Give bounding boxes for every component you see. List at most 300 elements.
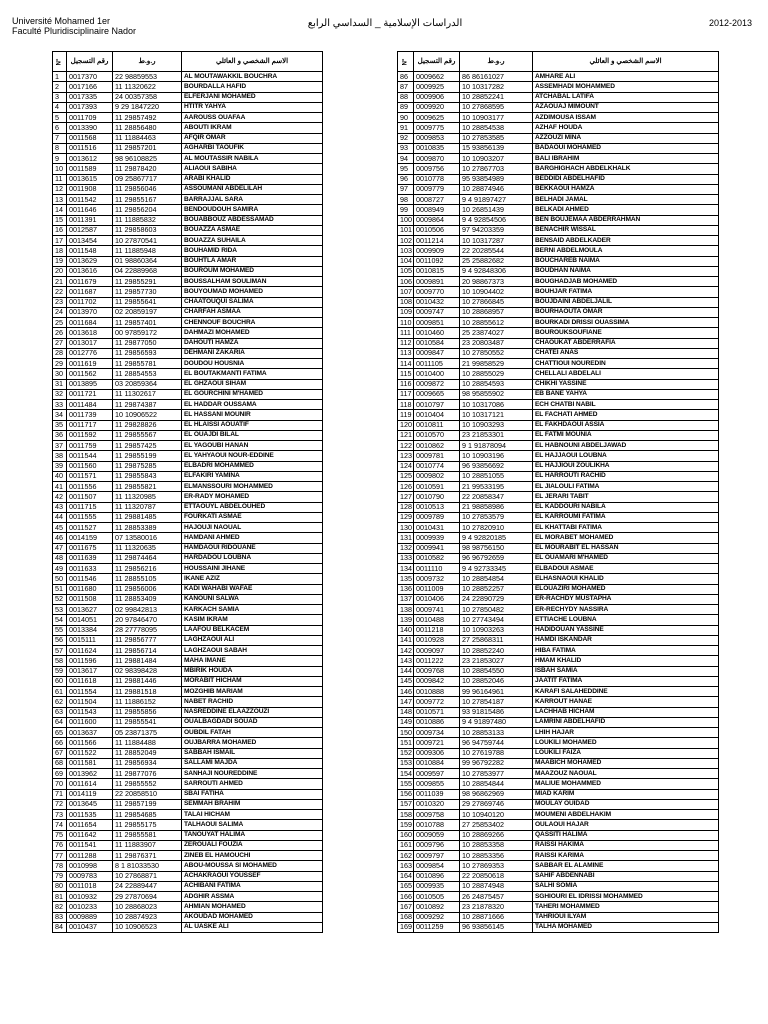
table-row [53,584,323,594]
registration-number: 0011654 [67,820,113,830]
student-name: ELBADRI MOHAMMED [182,461,323,471]
registration-number: 0013454 [67,236,113,246]
registration-number: 0010788 [414,820,460,830]
row-number: 110 [398,318,414,328]
table-row [398,646,719,656]
registration-number: 0010584 [414,338,460,348]
table-row [53,133,323,143]
cin-number: 10 28853358 [460,840,533,850]
cin-number: 11 29854685 [113,810,182,820]
registration-number: 0009872 [414,379,460,389]
cin-number: 24 22890729 [460,594,533,604]
row-number: 116 [398,379,414,389]
table-row [398,912,719,922]
registration-number: 0009665 [414,389,460,399]
row-number: 103 [398,246,414,256]
cin-number: 10 27853977 [460,769,533,779]
table-row [398,143,719,153]
table-row [53,195,323,205]
table-row [53,113,323,123]
registration-number: 0011721 [67,389,113,399]
cin-number: 11 11320787 [113,502,182,512]
table-row [53,461,323,471]
cin-number: 97 94203359 [460,225,533,235]
student-name: LAAFOU BELKACEM [182,625,323,635]
registration-number: 0017335 [67,92,113,102]
student-name: MBIRIK HOUDA [182,666,323,676]
registration-number: 0011592 [67,430,113,440]
table-row [53,502,323,512]
cin-number: 11 11885832 [113,215,182,225]
registration-number: 0013617 [67,666,113,676]
table-row [53,102,323,112]
registration-number: 0010570 [414,430,460,440]
row-number: 101 [398,225,414,235]
registration-number: 0010505 [414,892,460,902]
table-row [53,256,323,266]
table-row [53,492,323,502]
student-name: LAGHZAOUI ALI [182,635,323,645]
registration-number: 0009855 [414,779,460,789]
cin-number: 10 28855612 [460,318,533,328]
cin-number: 11 11883907 [113,840,182,850]
row-number: 71 [53,789,67,799]
row-number: 151 [398,738,414,748]
table-row [398,902,719,912]
row-number: 31 [53,379,67,389]
row-number: 14 [53,205,67,215]
cin-number: 10 28853133 [460,728,533,738]
table-row [53,799,323,809]
student-name: ETTIACHE LOUBNA [533,615,719,625]
registration-number: 0011555 [67,512,113,522]
table-row [398,851,719,861]
row-number: 94 [398,154,414,164]
registration-number: 0013615 [67,174,113,184]
registration-number: 0011566 [67,738,113,748]
student-name: HMAM KHALID [533,656,719,666]
table-row [398,441,719,451]
table-row [398,195,719,205]
registration-number: 0010432 [414,297,460,307]
table-row [53,266,323,276]
table-row [53,338,323,348]
student-name: MORABIT HICHAM [182,676,323,686]
registration-number: 0009756 [414,164,460,174]
registration-number: 0013962 [67,769,113,779]
row-number: 126 [398,482,414,492]
registration-number: 0009864 [414,215,460,225]
cin-number: 23 21878320 [460,902,533,912]
table-row [398,256,719,266]
registration-number: 0009059 [414,830,460,840]
student-name: BEN BOUJEMAA ABDERRAHMAN [533,215,719,225]
row-number: 78 [53,861,67,871]
table-row [398,123,719,133]
row-number: 155 [398,779,414,789]
col-header-registration: رقم التسجيل [67,52,113,72]
student-name: IKANE AZIZ [182,574,323,584]
row-number: 69 [53,769,67,779]
registration-number: 0013390 [67,123,113,133]
registration-number: 0009779 [414,184,460,194]
table-row [53,564,323,574]
student-name: TALHAOUI SALIMA [182,820,323,830]
student-name: JAATIT FATIMA [533,676,719,686]
student-name: KARROUT HANAE [533,697,719,707]
registration-number: 0010797 [414,400,460,410]
registration-number: 0011624 [67,646,113,656]
student-name: BENSAID ABDELKADER [533,236,719,246]
student-name: ETTAOUYL ABDELOUHED [182,502,323,512]
student-name: HAMDI ISKANDAR [533,635,719,645]
registration-number: 0013017 [67,338,113,348]
registration-number: 0011548 [67,246,113,256]
cin-number: 10 28871666 [460,912,533,922]
registration-number: 0011646 [67,205,113,215]
table-row [398,307,719,317]
registration-number: 0010431 [414,523,460,533]
student-name: CHELLALI ABDELALI [533,369,719,379]
cin-number: 9 4 92733345 [460,564,533,574]
registration-number: 0010774 [414,461,460,471]
cin-number: 11 29855781 [113,359,182,369]
registration-number: 0009597 [414,769,460,779]
cin-number: 11 29855552 [113,779,182,789]
registration-number: 0011508 [67,594,113,604]
row-number: 2 [53,82,67,92]
table-row [53,533,323,543]
cin-number: 9 4 91897480 [460,717,533,727]
table-row [53,318,323,328]
table-row [53,687,323,697]
table-row [53,430,323,440]
table-row [398,810,719,820]
row-number: 169 [398,922,414,932]
registration-number: 0011535 [67,810,113,820]
table-row [398,707,719,717]
registration-number: 0009920 [414,102,460,112]
student-name: MOULAY OUIDAD [533,799,719,809]
row-number: 30 [53,369,67,379]
cin-number: 10 10903263 [460,625,533,635]
table-row [53,625,323,635]
table-row [398,410,719,420]
row-number: 157 [398,799,414,809]
university-name: Université Mohamed 1er [12,16,111,26]
cin-number: 10 28874948 [460,881,533,891]
table-header-row [53,52,323,72]
cin-number: 11 29856934 [113,758,182,768]
table-row [398,584,719,594]
student-name: OUALBAGDADI SOUAD [182,717,323,727]
row-number: 25 [53,318,67,328]
table-row [398,523,719,533]
registration-number: 0010571 [414,707,460,717]
table-row [53,881,323,891]
table-row [53,707,323,717]
cin-number: 96 94759744 [460,738,533,748]
registration-number: 0011600 [67,717,113,727]
row-number: 61 [53,687,67,697]
cin-number: 11 29857401 [113,318,182,328]
student-name: EL GHZAOUI SIHAM [182,379,323,389]
cin-number: 96 93856692 [460,461,533,471]
row-number: 13 [53,195,67,205]
table-row [53,738,323,748]
row-number: 109 [398,307,414,317]
registration-number: 0010888 [414,687,460,697]
table-row [53,922,323,932]
cin-number: 22 20858347 [460,492,533,502]
academic-year: 2012-2013 [708,18,752,28]
student-name: DOUDOU HOUSNIA [182,359,323,369]
row-number: 7 [53,133,67,143]
registration-number: 0009097 [414,646,460,656]
student-name: ARABI KHALID [182,174,323,184]
table-row [53,789,323,799]
cin-number: 11 29857492 [113,113,182,123]
student-name: SALLAMI MAJDA [182,758,323,768]
student-name: SARROUTI AHMED [182,779,323,789]
cin-number: 24 00357358 [113,92,182,102]
cin-number: 15 93856139 [460,143,533,153]
table-row [398,502,719,512]
cin-number: 11 29878420 [113,164,182,174]
row-number: 35 [53,420,67,430]
table-row [398,154,719,164]
registration-number: 0011391 [67,215,113,225]
cin-number: 9 29 1847220 [113,102,182,112]
cin-number: 10 10903293 [460,420,533,430]
student-name: EL GOURCHINI M'HAMED [182,389,323,399]
row-number: 44 [53,512,67,522]
table-row [53,912,323,922]
cin-number: 11 29855291 [113,277,182,287]
row-number: 54 [53,615,67,625]
cin-number: 10 10940120 [460,810,533,820]
table-row [398,615,719,625]
cin-number: 11 29855199 [113,451,182,461]
cin-number: 99 96792282 [460,758,533,768]
row-number: 97 [398,184,414,194]
table-row [398,359,719,369]
registration-number: 0013895 [67,379,113,389]
registration-number: 0011218 [414,625,460,635]
registration-number: 0011614 [67,779,113,789]
table-row [398,246,719,256]
row-number: 90 [398,113,414,123]
registration-number: 0011589 [67,164,113,174]
registration-number: 0017370 [67,72,113,82]
cin-number: 95 93854989 [460,174,533,184]
student-name: AL MOUTAWAKKIL BOUCHRA [182,72,323,82]
row-number: 131 [398,533,414,543]
registration-number: 0011504 [67,697,113,707]
registration-number: 0010506 [414,225,460,235]
registration-number: 0009770 [414,287,460,297]
cin-number: 28 27778095 [113,625,182,635]
row-number: 73 [53,810,67,820]
cin-number: 11 28854553 [113,369,182,379]
cin-number: 11 29876371 [113,851,182,861]
student-name: ER-RECHYDY NASSIRA [533,605,719,615]
registration-number: 0010513 [414,502,460,512]
registration-number: 0010998 [67,861,113,871]
student-name: BERNI ABDELMOULA [533,246,719,256]
cin-number: 11 29858603 [113,225,182,235]
row-number: 72 [53,799,67,809]
registration-number: 0011679 [67,277,113,287]
student-name: ASSEMHADI MOHAMMED [533,82,719,92]
student-name: SALHI SOMIA [533,881,719,891]
cin-number: 27 25853402 [460,820,533,830]
registration-number: 0011039 [414,789,460,799]
registration-number: 0011484 [67,400,113,410]
cin-number: 02 99842813 [113,605,182,615]
cin-number: 10 27853585 [460,133,533,143]
table-row [53,92,323,102]
registration-number: 0013627 [67,605,113,615]
row-number: 41 [53,482,67,492]
student-name: EB BANE YAHYA [533,389,719,399]
student-name: EL KARROUMI FATIMA [533,512,719,522]
table-row [398,266,719,276]
cin-number: 11 11302617 [113,389,182,399]
table-row [53,871,323,881]
cin-number: 96 93856145 [460,922,533,932]
cin-number: 10 27869353 [460,861,533,871]
student-name: FOURKATI ASMAE [182,512,323,522]
student-name: ELFAKIRI YAMINA [182,471,323,481]
registration-number: 0009941 [414,543,460,553]
row-number: 3 [53,92,67,102]
registration-number: 0011702 [67,297,113,307]
table-row [53,615,323,625]
row-number: 48 [53,553,67,563]
student-name: MAABICH MOHAMED [533,758,719,768]
table-row [398,461,719,471]
row-number: 24 [53,307,67,317]
table-row [53,748,323,758]
table-row [53,810,323,820]
table-row [53,892,323,902]
student-name: MAHA IMANE [182,656,323,666]
student-name: KARKACH SAMIA [182,605,323,615]
student-name: BOURHAOUTA OMAR [533,307,719,317]
row-number: 135 [398,574,414,584]
registration-number: 0011618 [67,676,113,686]
row-number: 163 [398,861,414,871]
table-row [398,133,719,143]
student-name: ASSOUMANI ABDELILAH [182,184,323,194]
registration-number: 0011543 [67,707,113,717]
row-number: 93 [398,143,414,153]
cin-number: 11 29881485 [113,512,182,522]
row-number: 136 [398,584,414,594]
registration-number: 0011739 [67,410,113,420]
cin-number: 10 26851439 [460,205,533,215]
row-number: 16 [53,225,67,235]
table-row [53,277,323,287]
table-row [398,594,719,604]
table-row [53,143,323,153]
registration-number: 0011527 [67,523,113,533]
student-name: QASSITI HALIMA [533,830,719,840]
row-number: 96 [398,174,414,184]
registration-number: 0011522 [67,748,113,758]
row-number: 46 [53,533,67,543]
table-row [53,123,323,133]
cin-number: 07 13580016 [113,533,182,543]
row-number: 115 [398,369,414,379]
table-row [398,400,719,410]
table-row [53,400,323,410]
row-number: 83 [53,912,67,922]
row-number: 37 [53,441,67,451]
student-name: TAHRIOUI ILYAM [533,912,719,922]
row-number: 53 [53,605,67,615]
row-number: 5 [53,113,67,123]
registration-number: 0009781 [414,451,460,461]
registration-number: 0011105 [414,359,460,369]
table-row [53,646,323,656]
registration-number: 0010928 [414,635,460,645]
registration-number: 0009939 [414,533,460,543]
student-name: HOUSSAINI JIHANE [182,564,323,574]
row-number: 128 [398,502,414,512]
cin-number: 11 11320622 [113,82,182,92]
row-number: 17 [53,236,67,246]
table-row [53,184,323,194]
student-name: CHATTIOUI NOUREDIN [533,359,719,369]
row-number: 145 [398,676,414,686]
student-name: TAHERI MOHAMMED [533,902,719,912]
student-name: NASREDDINE ELAAZZOUZI [182,707,323,717]
row-number: 34 [53,410,67,420]
cin-number: 21 99858529 [460,359,533,369]
row-number: 12 [53,184,67,194]
cin-number: 10 28868023 [113,902,182,912]
registration-number: 0010815 [414,266,460,276]
row-number: 166 [398,892,414,902]
registration-number: 0008727 [414,195,460,205]
registration-number: 0009662 [414,72,460,82]
cin-number: 10 27866845 [460,297,533,307]
student-name: SABBAH ISMAIL [182,748,323,758]
table-row [398,779,719,789]
student-name: MALIUE MOHAMMED [533,779,719,789]
row-number: 52 [53,594,67,604]
table-row [53,410,323,420]
table-row [398,205,719,215]
cin-number: 10 27868595 [460,102,533,112]
table-row [398,892,719,902]
row-number: 55 [53,625,67,635]
student-name: KANOUNI SALWA [182,594,323,604]
row-number: 47 [53,543,67,553]
table-row [398,758,719,768]
student-name: HIBA FATIMA [533,646,719,656]
table-row [53,205,323,215]
registration-number: 0009925 [414,82,460,92]
row-number: 142 [398,646,414,656]
table-row [398,574,719,584]
student-name: LAGHZAOUI SABAH [182,646,323,656]
row-number: 65 [53,728,67,738]
table-row [398,236,719,246]
table-row [398,82,719,92]
